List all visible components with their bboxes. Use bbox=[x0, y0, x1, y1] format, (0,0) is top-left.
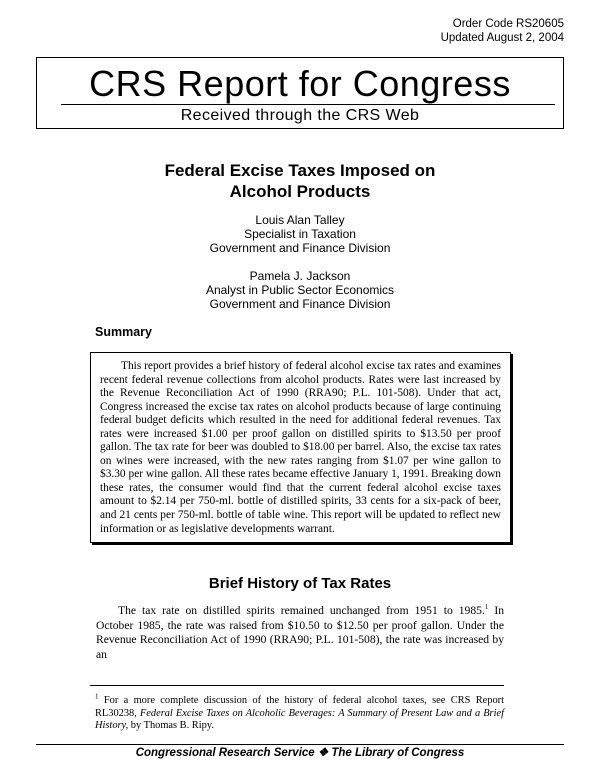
author-division: Government and Finance Division bbox=[209, 297, 391, 311]
summary-box bbox=[90, 352, 511, 543]
masthead-subtitle: Received through the CRS Web bbox=[180, 107, 420, 124]
footnote-number: 1 bbox=[95, 692, 99, 701]
summary-text: This report provides a brief history of federal alcohol excise tax rates and examines recent federal revenue collections from alcohol products. Rates were last increased by the Revenue Reconciliation Act of 1990 (RRA90; P.L. 101-508). Under that act, Congress increased the excise tax rates on alcohol products because of large continuing federal budget deficits which resulted in the need for additional federal revenues. Tax rates were increased $1.00 per proof gallon on distilled spirits to $13.50 per proof gallon. The tax rate for beer was doubled to $18.00 per barrel. Also, the excise tax rates on wines were increased, with the new rates ranging from $1.07 per wine gallon to $3.30 per wine gallon. All these rates became effective January 1, 1991. Breaking down these rates, the consumer would find that the current federal alcohol excise taxes amount to $2.14 per 750-ml. bottle of distilled spirits, 33 cents for a six-pack of beer, and 21 cents per 750-ml. bottle of table wine. This report will be updated to reflect new information or as legislative developments warrant. bbox=[100, 360, 501, 535]
masthead-title: CRS Report for Congress bbox=[89, 63, 511, 104]
author-block-2 bbox=[0, 269, 600, 311]
footnote-text-after: by Thomas B. Ripy. bbox=[128, 720, 214, 732]
author-block-1 bbox=[0, 213, 600, 255]
author-division: Government and Finance Division bbox=[209, 241, 391, 255]
section-heading: Brief History of Tax Rates bbox=[208, 575, 392, 592]
footnote-text-before: For a more complete discussion of the history of federal alcohol taxes, see CRS Report RL30238, bbox=[95, 695, 504, 719]
report-title bbox=[0, 160, 600, 202]
author-role: Specialist in Taxation bbox=[244, 227, 356, 241]
body-text-part1: The tax rate on distilled spirits remained unchanged from 1951 to 1985. bbox=[118, 604, 485, 617]
footnote-rule bbox=[90, 685, 504, 686]
footnote-ref[interactable]: 1 bbox=[484, 603, 489, 612]
masthead bbox=[36, 57, 564, 129]
report-title-line1: Federal Excise Taxes Imposed on bbox=[164, 161, 436, 180]
summary-heading: Summary bbox=[95, 325, 152, 339]
updated-date: Updated August 2, 2004 bbox=[440, 32, 564, 44]
page-footer: Congressional Research Service ❖ The Library of Congress bbox=[135, 747, 465, 759]
author-name: Louis Alan Talley bbox=[255, 213, 345, 227]
body-text-part2: In October 1985, the rate was raised from $10.50 to $12.50 per proof gallon. Under the Revenue Reconciliation Act of 1990 (RRA90; P.L. 101-508), the rate was increased by an bbox=[96, 604, 505, 661]
body-paragraph bbox=[96, 604, 504, 662]
order-code: Order Code RS20605 bbox=[452, 18, 564, 30]
masthead-rule bbox=[61, 104, 555, 105]
report-title-line2: Alcohol Products bbox=[229, 182, 371, 201]
order-info bbox=[441, 17, 564, 45]
author-name: Pamela J. Jackson bbox=[249, 269, 351, 283]
footnote bbox=[95, 692, 504, 733]
author-role: Analyst in Public Sector Economics bbox=[205, 283, 395, 297]
footnote-cited-title: Federal Excise Taxes on Alcoholic Beverages: A Summary of Present Law and a Brief History, bbox=[95, 707, 504, 732]
